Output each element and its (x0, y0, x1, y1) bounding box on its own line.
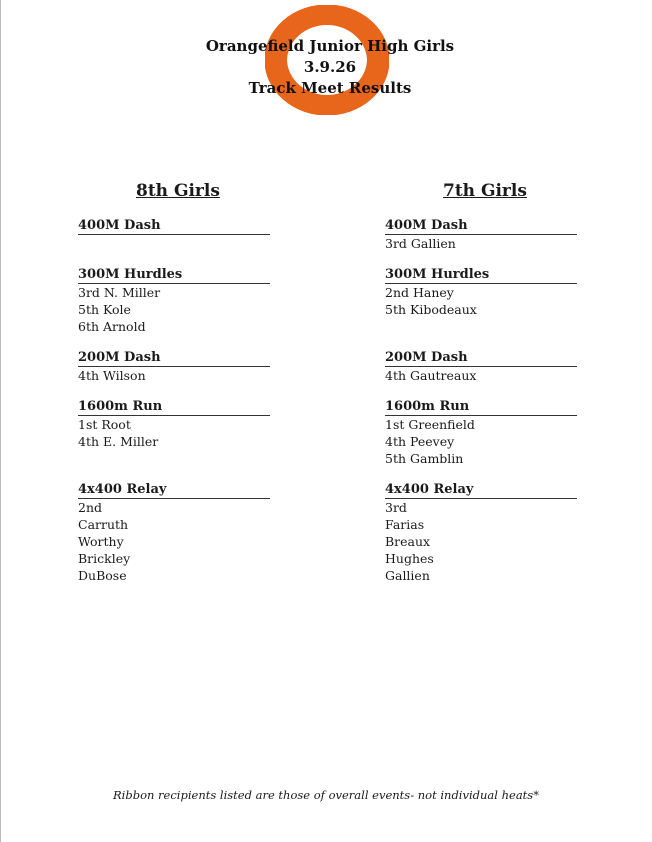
result-entry: 4th Wilson (78, 368, 146, 383)
event-title: 400M Dash (78, 218, 270, 235)
event-block (78, 267, 270, 334)
result-entry: 2nd (78, 500, 103, 515)
event-title: 300M Hurdles (385, 267, 577, 284)
column-heading: 7th Girls (443, 181, 527, 201)
result-entry: Gallien (385, 568, 430, 583)
result-entry: Farias (385, 517, 425, 532)
result-entry: Hughes (385, 551, 434, 566)
event-title: 200M Dash (78, 350, 270, 367)
result-entry: 4th Gautreaux (385, 368, 477, 383)
result-entry: 5th Kibodeaux (385, 302, 477, 317)
column-8th-girls (78, 180, 270, 599)
meet-date: 3.9.26 (303, 58, 357, 76)
result-entry: 1st Greenfield (385, 417, 475, 432)
event-title: 4x400 Relay (78, 482, 270, 499)
result-entry: Carruth (78, 517, 129, 532)
event-block (385, 399, 577, 466)
result-entry: Worthy (78, 534, 124, 549)
result-entry: 2nd Haney (385, 285, 454, 300)
event-title: 1600m Run (78, 399, 270, 416)
result-entry: 5th Gamblin (385, 451, 464, 466)
page-left-border (0, 0, 1, 842)
event-title: 200M Dash (385, 350, 577, 367)
school-title: Orangefield Junior High Girls (205, 37, 455, 55)
column-heading: 8th Girls (136, 181, 220, 201)
event-title: 1600m Run (385, 399, 577, 416)
empty-result (78, 235, 270, 252)
event-block (385, 218, 577, 251)
event-block (385, 350, 577, 383)
result-entry: 1st Root (78, 417, 131, 432)
result-entry: Brickley (78, 551, 131, 566)
result-entry: DuBose (78, 568, 127, 583)
result-entry: 4th E. Miller (78, 434, 159, 449)
result-entry: Breaux (385, 534, 431, 549)
event-title: 400M Dash (385, 218, 577, 235)
event-block (78, 399, 270, 466)
result-entry: 4th Peevey (385, 434, 455, 449)
event-block (78, 350, 270, 383)
document-header (130, 36, 530, 99)
event-block (385, 482, 577, 583)
event-title: 4x400 Relay (385, 482, 577, 499)
result-entry: 5th Kole (78, 302, 131, 317)
result-entry: 6th Arnold (78, 319, 146, 334)
result-entry: 3rd (385, 500, 407, 515)
footnote: Ribbon recipients listed are those of overall events- not individual heats* (113, 788, 539, 802)
event-block (78, 482, 270, 583)
event-block (385, 267, 577, 334)
event-block (78, 218, 270, 251)
column-7th-girls (385, 180, 577, 599)
result-entry: 3rd N. Miller (78, 285, 161, 300)
results-title: Track Meet Results (248, 79, 412, 97)
result-entry: 3rd Gallien (385, 236, 456, 251)
event-title: 300M Hurdles (78, 267, 270, 284)
